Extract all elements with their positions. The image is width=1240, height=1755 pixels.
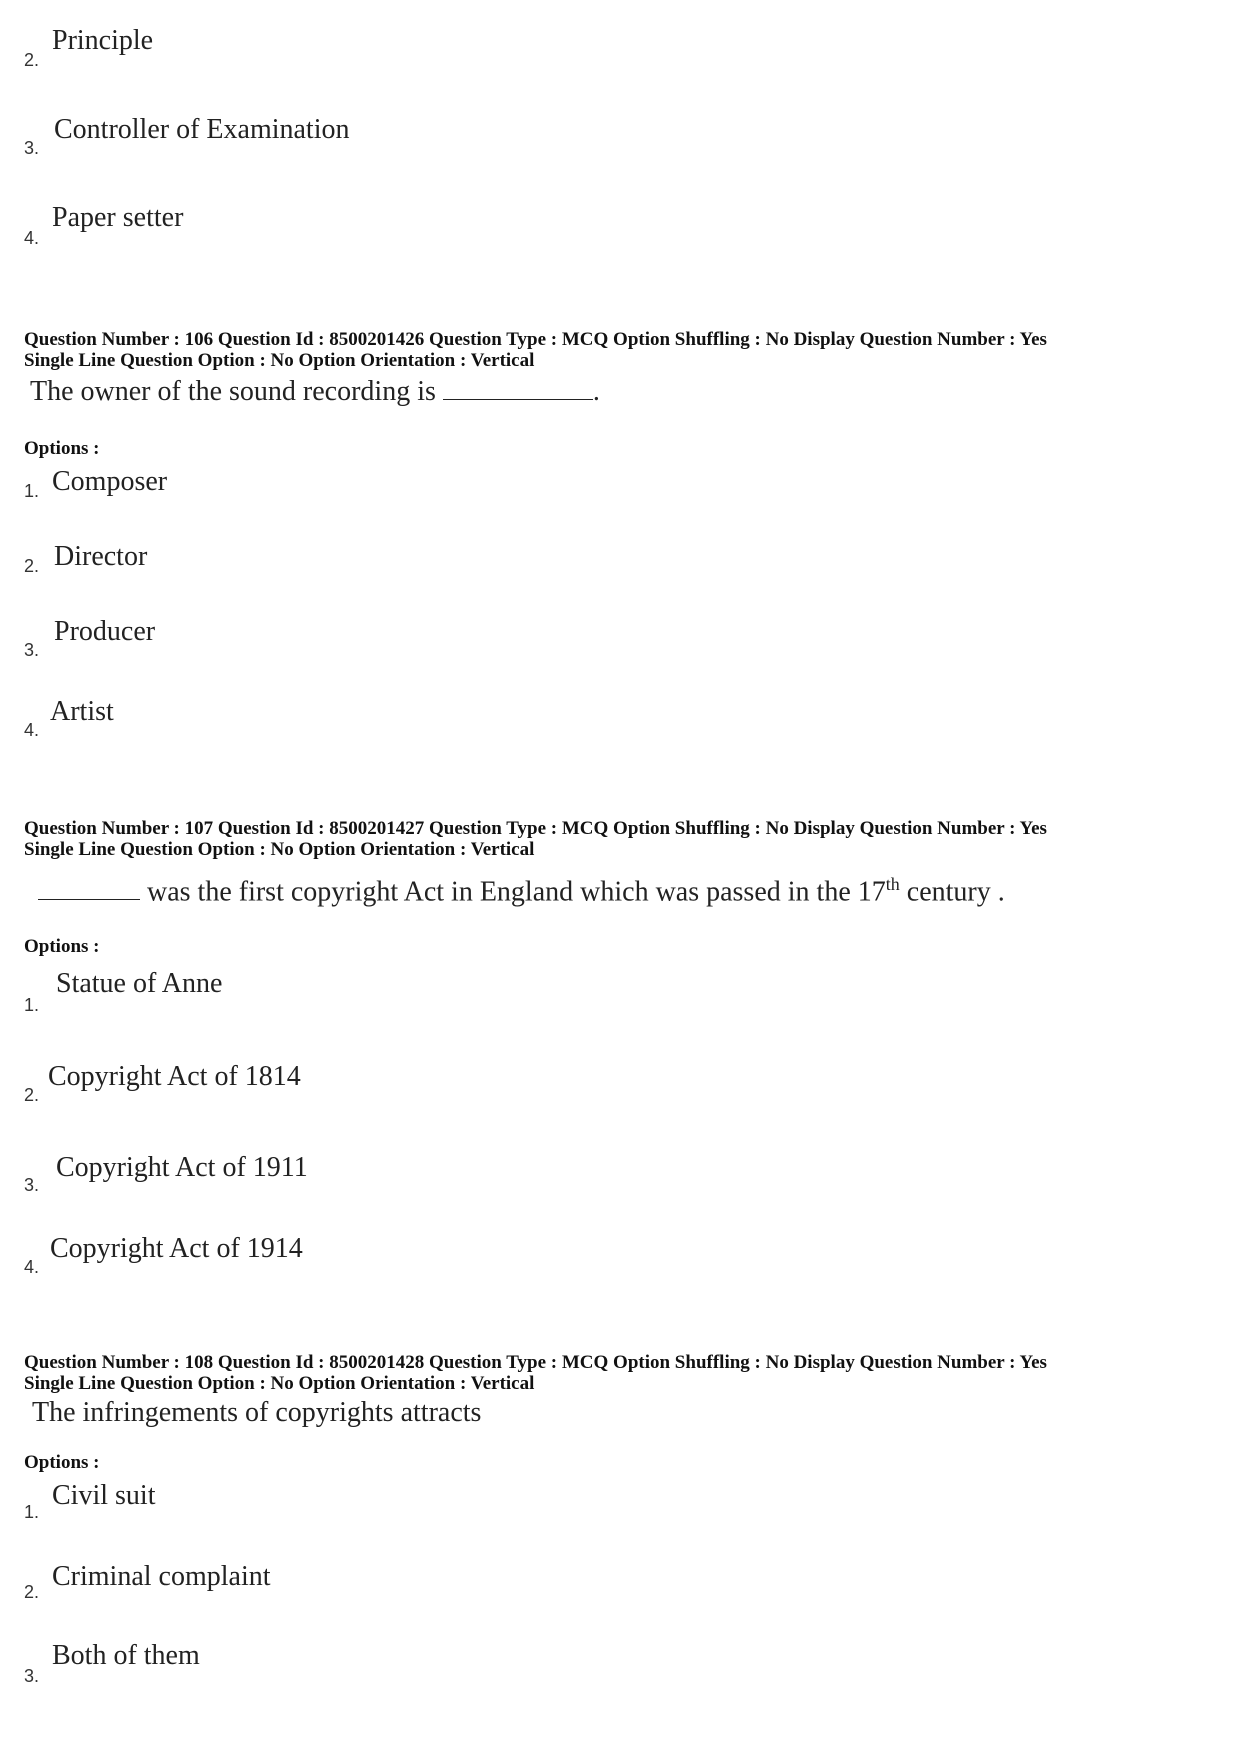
- option-number: 2.: [24, 50, 40, 70]
- option-number: 4.: [24, 1257, 40, 1277]
- answer-blank: [443, 377, 593, 400]
- question-text-superscript: th: [885, 874, 900, 894]
- option-number: 2.: [24, 1085, 40, 1105]
- question-meta-line1: Question Number : 108 Question Id : 8500201428 Question Type : MCQ Option Shuffling : No Display Question Number : Yes: [24, 1352, 1047, 1373]
- option-text: Civil suit: [52, 1480, 156, 1511]
- option-text: Copyright Act of 1814: [48, 1061, 301, 1092]
- option-text: Criminal complaint: [52, 1561, 271, 1592]
- option-number: 2.: [24, 1582, 40, 1602]
- question-text: [38, 874, 1005, 908]
- question-meta-line2: Single Line Question Option : No Option Orientation : Vertical: [24, 839, 535, 860]
- question-text: [30, 376, 600, 408]
- question-text-after: century .: [899, 876, 1005, 908]
- option-text: Director: [54, 541, 148, 572]
- option-text: Statue of Anne: [56, 968, 223, 999]
- option-number: 1.: [24, 481, 40, 501]
- question-meta-line2: Single Line Question Option : No Option Orientation : Vertical: [24, 1373, 535, 1394]
- option-number: 2.: [24, 556, 40, 576]
- option-text: Copyright Act of 1911: [56, 1152, 308, 1183]
- option-text: Paper setter: [52, 202, 184, 233]
- question-meta-line1: Question Number : 107 Question Id : 8500201427 Question Type : MCQ Option Shuffling : No Display Question Number : Yes: [24, 818, 1047, 839]
- option-number: 3.: [24, 138, 40, 158]
- option-text: Principle: [52, 25, 154, 56]
- answer-blank: [38, 877, 140, 900]
- option-number: 1.: [24, 1502, 40, 1522]
- option-text: Copyright Act of 1914: [50, 1233, 303, 1264]
- question-meta-line1: Question Number : 106 Question Id : 8500201426 Question Type : MCQ Option Shuffling : No Display Question Number : Yes: [24, 329, 1047, 350]
- option-number: 3.: [24, 640, 40, 660]
- options-label: Options :: [24, 438, 100, 459]
- option-number: 1.: [24, 995, 40, 1015]
- option-number: 3.: [24, 1175, 40, 1195]
- option-text: Artist: [50, 696, 114, 727]
- question-text-before: The owner of the sound recording is: [30, 376, 436, 407]
- options-label: Options :: [24, 1452, 100, 1473]
- options-label: Options :: [24, 936, 100, 957]
- question-text: [32, 1397, 481, 1429]
- option-number: 3.: [24, 1666, 40, 1686]
- option-number: 4.: [24, 720, 40, 740]
- question-text-before: was the first copyright Act in England which was passed in the 17: [147, 876, 886, 908]
- option-text: Both of them: [52, 1640, 200, 1671]
- question-meta-line2: Single Line Question Option : No Option Orientation : Vertical: [24, 350, 535, 371]
- option-text: Controller of Examination: [54, 114, 350, 145]
- option-text: Composer: [52, 466, 168, 497]
- option-text: Producer: [54, 616, 156, 647]
- question-text-before: The infringements of copyrights attracts: [32, 1397, 482, 1428]
- option-number: 4.: [24, 228, 40, 248]
- question-text-after: .: [592, 376, 600, 407]
